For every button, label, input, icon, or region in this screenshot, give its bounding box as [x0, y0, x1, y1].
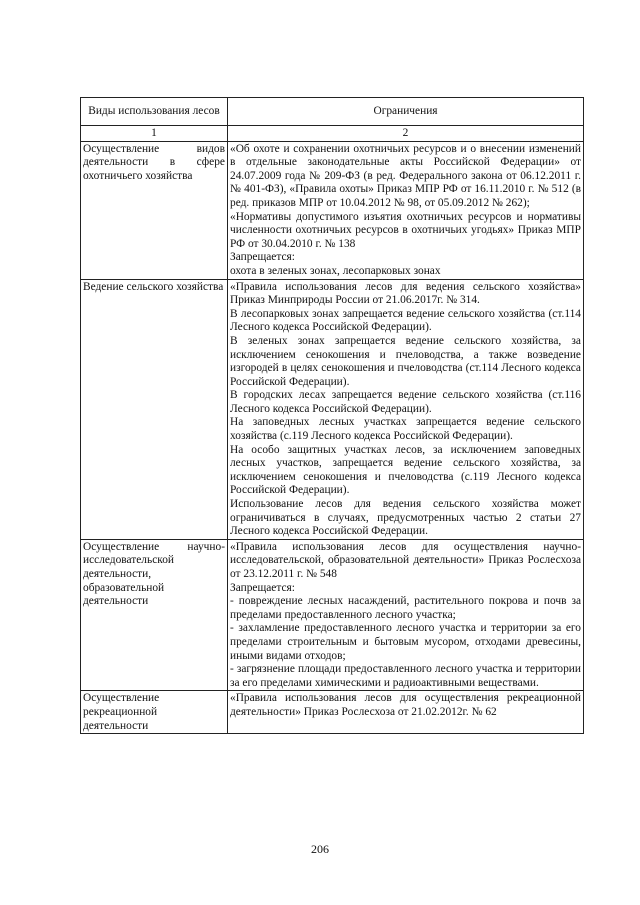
activity-cell: Осуществление видов деятельности в сфере охотничьего хозяйства: [81, 141, 228, 279]
column-number-row: [81, 126, 584, 142]
restriction-paragraph: «Правила использования лесов для ведения сельского хозяйства» Приказ Минприроды России от 21.06.2017г. № 314.: [230, 280, 581, 307]
table-row-agriculture: [81, 279, 584, 539]
restriction-paragraph: В городских лесах запрещается ведение сельского хозяйства (ст.116 Лесного кодекса Российской Федерации).: [230, 389, 581, 415]
restriction-paragraph: - повреждение лесных насаждений, растительного покрова и почв за пределами предоставленного лесного участка;: [230, 595, 581, 621]
restrictions-cell: [228, 691, 584, 734]
activity-cell: Осуществление рекреационной деятельности: [81, 691, 228, 734]
restriction-paragraph: Запрещается:: [230, 251, 295, 264]
restrictions-cell: [228, 539, 584, 691]
page-number: 206: [311, 842, 329, 856]
restrictions-cell: [228, 279, 584, 539]
restriction-paragraph: На заповедных лесных участках запрещается ведение сельского хозяйства (с.119 Лесного кодекса Российской Федерации).: [230, 416, 581, 443]
table-row-hunting: [81, 141, 584, 279]
restriction-paragraph: Использование лесов для ведения сельского хозяйства может ограничиваться в случаях, предусмотренных частью 2 статьи 27 Лесного кодекса Российской Федерации.: [230, 498, 581, 538]
activity-cell: Ведение сельского хозяйства: [81, 279, 228, 539]
header-restrictions: Ограничения: [228, 98, 584, 126]
restriction-paragraph: «Правила использования лесов для осуществления научно-исследовательской, образовательной деятельности» Приказ Рослесхоза от 23.12.2011 г. № 548: [230, 540, 581, 580]
activity-cell: Осуществление научно-исследовательской деятельности, образовательной деятельности: [81, 539, 228, 691]
restrictions-cell: [228, 141, 584, 279]
restriction-paragraph: «Правила использования лесов для осуществления рекреационной деятельности» Приказ Рослесхоза от 21.02.2012г. № 62: [230, 692, 581, 718]
restriction-paragraph: охота в зеленых зонах, лесопарковых зонах: [230, 264, 441, 277]
restrictions-table: [80, 97, 584, 734]
restriction-paragraph: В зеленых зонах запрещается ведение сельского хозяйства, за исключением сенокошения и пчеловодства, а также возведение изгородей в целях сенокошения и пчеловодства (ст.114 Лесного кодекса Российской Федерации).: [230, 334, 581, 388]
restriction-paragraph: В лесопарковых зонах запрещается ведение сельского хозяйства (ст.114 Лесного кодекса Российской Федерации).: [230, 307, 581, 334]
restriction-paragraph: «Нормативы допустимого изъятия охотничьих ресурсов и нормативы численности охотничьих ресурсов в охотничьих угодьях» Приказ МПР РФ от 30.04.2010 г. № 138: [230, 210, 581, 250]
column-number-1: 1: [81, 126, 228, 142]
header-forest-use-types: Виды использования лесов: [81, 98, 228, 126]
column-number-2: 2: [228, 126, 584, 142]
table-row-research: [81, 539, 584, 691]
table-header-row: [81, 98, 584, 126]
restriction-paragraph: - загрязнение площади предоставленного лесного участка и территории за его пределами химическими и радиоактивными веществами.: [230, 663, 581, 689]
restriction-paragraph: Запрещается:: [230, 581, 295, 594]
restriction-paragraph: «Об охоте и сохранении охотничьих ресурсов и о внесении изменений в отдельные законодательные акты Российской Федерации» от 24.07.2009 года № 209-ФЗ (в ред. Федерального закона от 06.12.2011 г. № 401-ФЗ), «Правила охоты» Приказ МПР РФ от 16.11.2010 г. № 512 (в ред. приказов МПР от 10.04.2012 № 98, от 05.09.2012 № 262);: [230, 142, 581, 209]
restriction-paragraph: На особо защитных участках лесов, за исключением заповедных лесных участков, запрещается ведение сельского хозяйства, за исключением сенокошения и пчеловодства (с.119 Лесного кодекса Российской Федерации).: [230, 443, 581, 497]
table-row-recreation: [81, 691, 584, 734]
restriction-paragraph: - захламление предоставленного лесного участка и территории за его пределами строительным и бытовым мусором, отходами древесины, иными видами отходов;: [230, 622, 581, 662]
